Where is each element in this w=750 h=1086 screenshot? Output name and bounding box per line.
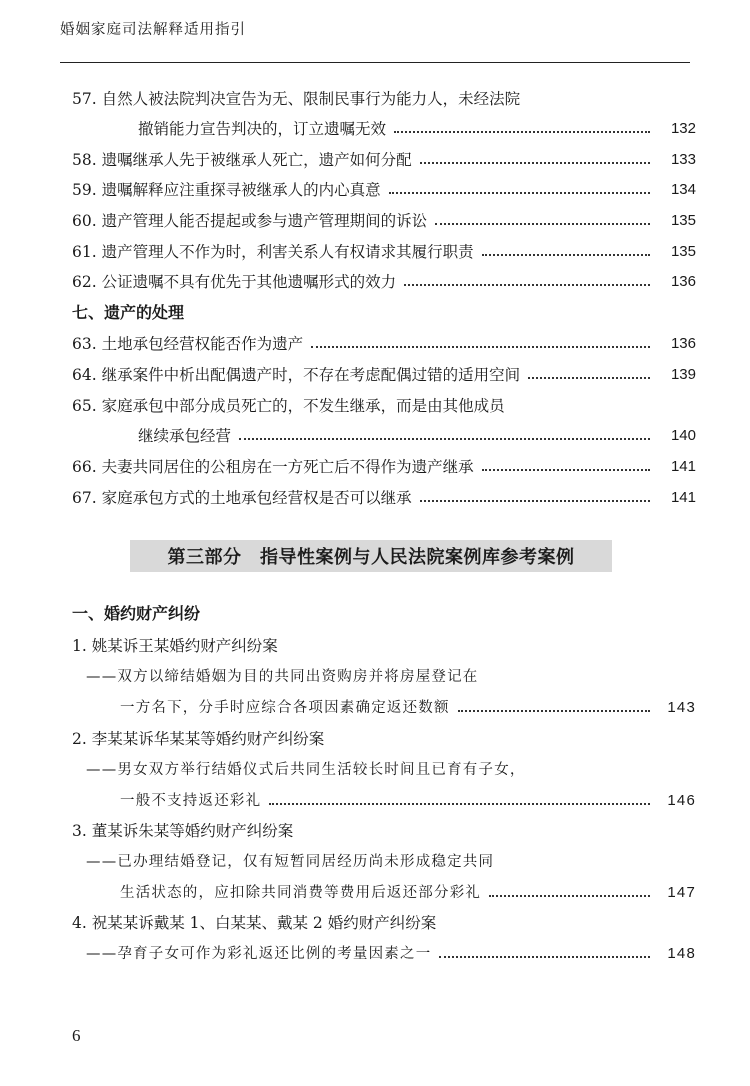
case-subtitle-1 (86, 666, 658, 688)
leader-dots (439, 956, 650, 958)
leader-dots (239, 438, 650, 440)
toc-entry-63 (72, 333, 696, 355)
toc-entry-text: 63. 土地承包经营权能否作为遗产 (72, 335, 304, 353)
page-number: 147 (667, 884, 696, 901)
toc-entry-text: 66. 夫妻共同居住的公租房在一方死亡后不得作为遗产继承 (72, 458, 474, 476)
case-subtitle-3-cont (120, 882, 696, 904)
leader-dots (394, 131, 650, 133)
toc-entry-text: 59. 遗嘱解释应注重探寻被继承人的内心真意 (72, 181, 381, 199)
page-number: 140 (670, 427, 696, 444)
case-subtitle-1-cont (120, 697, 696, 719)
section-heading-seven: 七、遗产的处理 (72, 303, 185, 322)
toc-entry-text: 撤销能力宣告判决的，订立遗嘱无效 (138, 120, 387, 138)
toc-entry-text: 64. 继承案件中析出配偶遗产时，不存在考虑配偶过错的适用空间 (72, 366, 521, 384)
leader-dots (489, 895, 650, 897)
case-subtitle: ——男女双方举行结婚仪式后共同生活较长时间且已育有子女， (86, 762, 526, 778)
page-number: 135 (670, 243, 696, 260)
section-heading-one: 一、婚约财产纠纷 (72, 604, 201, 623)
case-subtitle-4 (86, 943, 696, 965)
toc-entry-text: 61. 遗产管理人不作为时，利害关系人有权请求其履行职责 (72, 243, 474, 261)
leader-dots (528, 377, 650, 379)
leader-dots (458, 710, 650, 712)
leader-dots (389, 192, 650, 194)
toc-entry-text: 65. 家庭承包中部分成员死亡的，不发生继承，而是由其他成员 (72, 397, 505, 415)
case-subtitle: 一般不支持返还彩礼 (120, 793, 262, 809)
page-number: 136 (670, 335, 696, 352)
case-subtitle-3 (86, 851, 658, 873)
leader-dots (269, 803, 650, 805)
toc-entry-text: 继续承包经营 (138, 427, 232, 445)
leader-dots (420, 500, 650, 502)
page-number: 136 (670, 273, 696, 290)
leader-dots (420, 162, 650, 164)
case-title-4 (72, 912, 658, 934)
toc-entry-67 (72, 487, 696, 509)
page-number: 146 (667, 792, 696, 809)
part-three-banner: 第三部分 指导性案例与人民法院案例库参考案例 (130, 540, 612, 572)
toc-entry-57-cont (138, 118, 696, 140)
case-title-2 (72, 728, 658, 750)
page-number: 143 (667, 699, 696, 716)
page-number: 134 (670, 181, 696, 198)
case-title: 2. 李某某诉华某某等婚约财产纠纷案 (72, 730, 325, 748)
leader-dots (435, 223, 650, 225)
page-number: 133 (670, 151, 696, 168)
page-number: 148 (667, 945, 696, 962)
toc-entry-62 (72, 271, 696, 293)
case-subtitle: ——孕育子女可作为彩礼返还比例的考量因素之一 (86, 946, 432, 962)
page-number: 132 (670, 120, 696, 137)
page-number: 141 (670, 489, 696, 506)
toc-entry-60 (72, 210, 696, 232)
case-subtitle-2 (86, 759, 658, 781)
case-title: 3. 董某诉朱某等婚约财产纠纷案 (72, 822, 294, 840)
leader-dots (482, 254, 650, 256)
page-number: 135 (670, 212, 696, 229)
toc-entry-66 (72, 456, 696, 478)
case-subtitle: 一方名下，分手时应综合各项因素确定返还数额 (120, 700, 450, 716)
toc-entry-57 (72, 88, 658, 110)
toc-entry-text: 67. 家庭承包方式的土地承包经营权是否可以继承 (72, 489, 412, 507)
toc-entry-text: 58. 遗嘱继承人先于被继承人死亡，遗产如何分配 (72, 151, 412, 169)
leader-dots (482, 469, 650, 471)
page-folio: 6 (72, 1026, 81, 1045)
toc-entry-64 (72, 364, 696, 386)
page-number: 139 (670, 366, 696, 383)
leader-dots (311, 346, 650, 348)
case-subtitle-2-cont (120, 790, 696, 812)
toc-entry-61 (72, 241, 696, 263)
toc-entry-65 (72, 395, 658, 417)
toc-entry-58 (72, 149, 696, 171)
toc-entry-65-cont (138, 425, 696, 447)
leader-dots (404, 284, 650, 286)
toc-entry-text: 57. 自然人被法院判决宣告为无、限制民事行为能力人，未经法院 (72, 90, 521, 108)
case-title: 4. 祝某某诉戴某 1、白某某、戴某 2 婚约财产纠纷案 (72, 914, 437, 932)
case-title: 1. 姚某诉王某婚约财产纠纷案 (72, 637, 278, 655)
header-rule (60, 62, 690, 63)
toc-entry-59 (72, 179, 696, 201)
page-number: 141 (670, 458, 696, 475)
running-head: 婚姻家庭司法解释适用指引 (60, 22, 246, 38)
case-title-3 (72, 820, 658, 842)
toc-entry-text: 60. 遗产管理人能否提起或参与遗产管理期间的诉讼 (72, 212, 428, 230)
toc-entry-text: 62. 公证遗嘱不具有优先于其他遗嘱形式的效力 (72, 273, 397, 291)
case-subtitle: ——双方以缔结婚姻为目的共同出资购房并将房屋登记在 (86, 669, 479, 685)
case-title-1 (72, 635, 658, 657)
case-subtitle: 生活状态的，应扣除共同消费等费用后返还部分彩礼 (120, 885, 482, 901)
case-subtitle: ——已办理结婚登记，仅有短暂同居经历尚未形成稳定共同 (86, 854, 495, 870)
